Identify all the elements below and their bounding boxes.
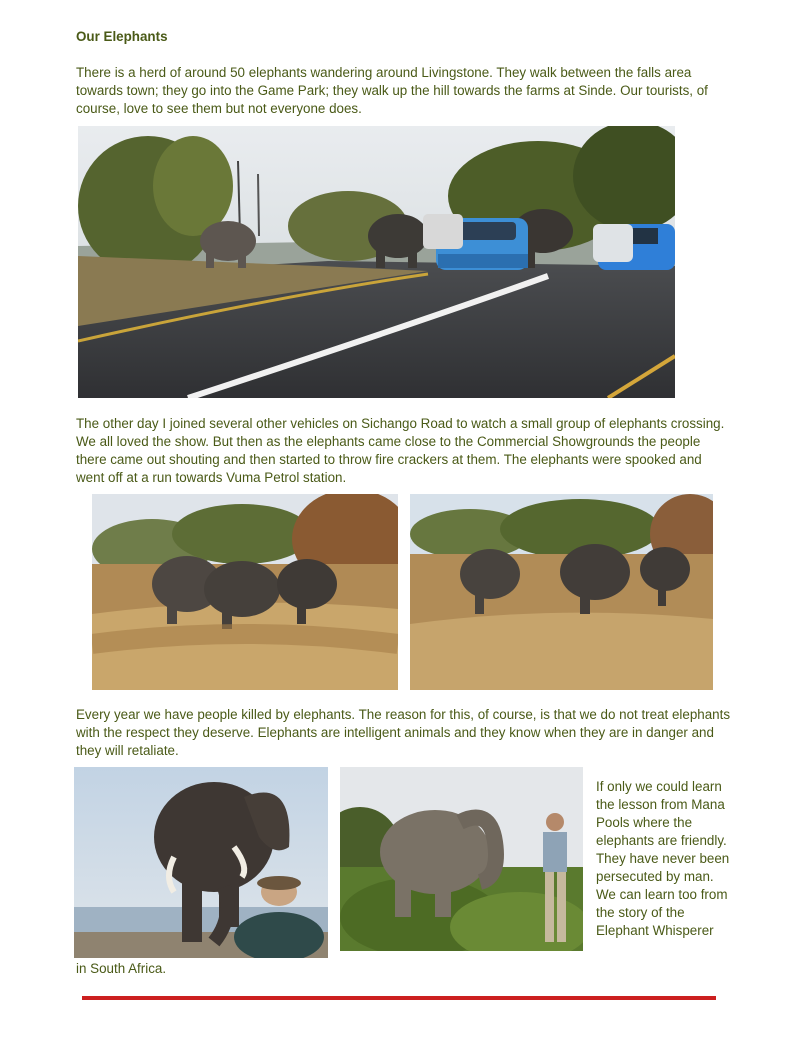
mana-pools-paragraph-tail: in South Africa. xyxy=(76,961,167,976)
road-crossing-photo xyxy=(78,126,675,398)
page-heading: Our Elephants xyxy=(76,29,168,44)
sichango-paragraph: The other day I joined several other vehicles on Sichango Road to watch a small group of elephants crossing. We all loved the show. But then as the elephants came close to the Commercial Showgrounds the people there came out shouting and then started to throw fire crackers at them. The elephants were spooked and went off at a run towards Vuma Petrol station. xyxy=(76,416,725,485)
elephants-grass-photo-right xyxy=(410,494,713,690)
mana-pools-paragraph: If only we could learn the lesson from Mana Pools where the elephants are friendly. They have never been persecuted by man. We can learn too from the story of the Elephant Whisperer xyxy=(596,779,730,938)
respect-paragraph: Every year we have people killed by elephants. The reason for this, of course, is that we do not treat elephants with the respect they deserve. Elephants are intelligent animals and they know when they are in danger and they will retaliate. xyxy=(76,707,731,758)
elephants-grass-photo-left xyxy=(92,494,398,690)
intro-paragraph: There is a herd of around 50 elephants wandering around Livingstone. They walk between the falls area towards town; they go into the Game Park; they walk up the hill towards the farms at Sinde. Our tourists, of course, love to see them but not everyone does. xyxy=(76,65,708,116)
footer-divider xyxy=(82,996,716,1000)
tusker-tourist-photo xyxy=(74,767,328,958)
mana-pools-photo xyxy=(340,767,583,951)
